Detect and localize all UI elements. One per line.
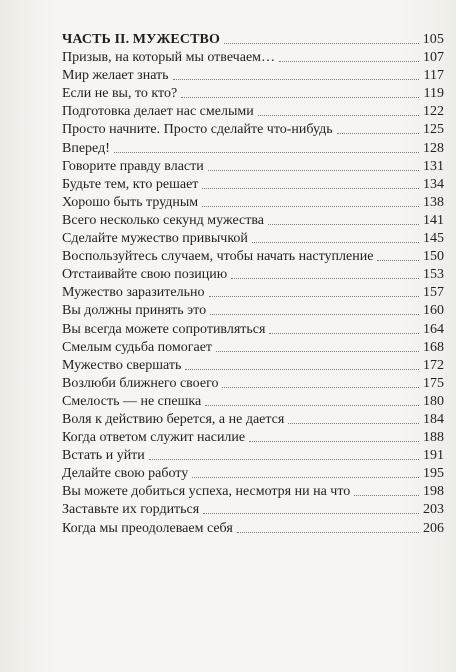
toc-entry bbox=[62, 247, 444, 265]
toc-entry-title: Вы всегда можете сопротивляться bbox=[62, 321, 266, 337]
dot-leader bbox=[208, 170, 419, 171]
toc-entry-page-number: 180 bbox=[423, 393, 444, 409]
dot-leader bbox=[181, 97, 419, 98]
toc-entry-title: Говорите правду власти bbox=[62, 158, 204, 174]
toc-entry-page-number: 203 bbox=[423, 502, 444, 518]
toc-entry-page-number: 138 bbox=[423, 194, 444, 210]
toc-entry-page-number: 164 bbox=[423, 321, 444, 337]
toc-entry bbox=[62, 392, 444, 410]
dot-leader bbox=[216, 351, 419, 352]
toc-entry-title: Встать и уйти bbox=[62, 448, 145, 464]
dot-leader bbox=[149, 459, 419, 460]
toc-entry-title: Когда ответом служит насилие bbox=[62, 430, 246, 446]
dot-leader bbox=[222, 387, 419, 388]
toc-entry bbox=[62, 301, 444, 319]
toc-entry-title: Вы должны принять это bbox=[62, 303, 207, 319]
toc-entry-title: Мир желает знать bbox=[62, 68, 169, 84]
toc-entry bbox=[62, 157, 444, 175]
toc-entry-page-number: 175 bbox=[423, 375, 444, 391]
toc-entry bbox=[62, 138, 444, 156]
toc-entry-page-number: 150 bbox=[423, 249, 444, 265]
toc-entry bbox=[62, 66, 444, 84]
toc-entry-page-number: 184 bbox=[423, 411, 444, 427]
dot-leader bbox=[279, 61, 419, 62]
toc-entry-title: Смелым судьба помогает bbox=[62, 339, 213, 355]
dot-leader bbox=[231, 278, 419, 279]
toc-entry bbox=[62, 374, 444, 392]
toc-entry-page-number: 125 bbox=[423, 122, 444, 138]
toc-entry bbox=[62, 193, 444, 211]
dot-leader bbox=[192, 477, 419, 478]
toc-entry-page-number: 160 bbox=[423, 303, 444, 319]
toc-entry bbox=[62, 265, 444, 283]
toc-entry-title: Смелость — не спешка bbox=[62, 393, 202, 409]
toc-entry-title: Мужество заразительно bbox=[62, 285, 205, 301]
toc-entry bbox=[62, 356, 444, 374]
toc-entry-title: Хорошо быть трудным bbox=[62, 194, 199, 210]
dot-leader bbox=[258, 115, 419, 116]
dot-leader bbox=[337, 133, 419, 134]
toc-entry-title: Призыв, на который мы отвечаем… bbox=[62, 50, 276, 66]
toc-entry bbox=[62, 283, 444, 301]
dot-leader bbox=[202, 188, 419, 189]
toc-entry-title: Воля к действию берется, а не дается bbox=[62, 411, 285, 427]
toc-entry bbox=[62, 338, 444, 356]
toc-entry bbox=[62, 48, 444, 66]
dot-leader bbox=[268, 224, 419, 225]
dot-leader bbox=[173, 79, 419, 80]
toc-entry bbox=[62, 428, 444, 446]
toc-entry-page-number: 195 bbox=[423, 466, 444, 482]
toc-entry bbox=[62, 120, 444, 138]
toc-entry-title: Подготовка делает нас смелыми bbox=[62, 104, 254, 120]
dot-leader bbox=[252, 242, 419, 243]
toc-entry-title: Когда мы преодолеваем себя bbox=[62, 520, 233, 536]
toc-entry bbox=[62, 102, 444, 120]
toc-entry-page-number: 153 bbox=[423, 267, 444, 283]
dot-leader bbox=[203, 513, 419, 514]
toc-entry-page-number: 206 bbox=[423, 520, 444, 536]
dot-leader bbox=[209, 296, 420, 297]
dot-leader bbox=[269, 333, 419, 334]
toc-entry bbox=[62, 211, 444, 229]
toc-entry bbox=[62, 482, 444, 500]
toc-entry-title: Воспользуйтесь случаем, чтобы начать наступление bbox=[62, 249, 374, 265]
dot-leader bbox=[224, 43, 419, 44]
toc-entry-page-number: 191 bbox=[423, 448, 444, 464]
toc-entry-title: Всего несколько секунд мужества bbox=[62, 212, 264, 228]
toc-entry-page-number: 157 bbox=[423, 285, 444, 301]
toc-entry-page-number: 198 bbox=[423, 484, 444, 500]
toc-entry bbox=[62, 500, 444, 518]
toc-entry bbox=[62, 229, 444, 247]
toc-entry-title: Возлюби ближнего своего bbox=[62, 375, 219, 391]
toc-entry bbox=[62, 410, 444, 428]
dot-leader bbox=[114, 152, 419, 153]
dot-leader bbox=[237, 532, 419, 533]
toc-entry-page-number: 122 bbox=[423, 104, 444, 120]
toc-entry-page-number: 107 bbox=[423, 50, 444, 66]
toc-entry-page-number: 128 bbox=[423, 140, 444, 156]
toc-entry bbox=[62, 446, 444, 464]
toc-entries bbox=[62, 48, 444, 537]
dot-leader bbox=[205, 405, 419, 406]
toc-entry-title: Просто начните. Просто сделайте что-нибудь bbox=[62, 122, 333, 138]
dot-leader bbox=[185, 369, 419, 370]
dot-leader bbox=[202, 206, 419, 207]
toc-entry bbox=[62, 319, 444, 337]
toc-entry-page-number: 131 bbox=[423, 158, 444, 174]
toc-entry-title: Вперед! bbox=[62, 140, 110, 156]
toc-entry-page-number: 168 bbox=[423, 339, 444, 355]
toc-entry bbox=[62, 175, 444, 193]
section-title: ЧАСТЬ II. МУЖЕСТВО bbox=[62, 32, 220, 47]
toc-entry-title: Сделайте мужество привычкой bbox=[62, 231, 248, 247]
toc-entry-title: Если не вы, то кто? bbox=[62, 86, 178, 102]
toc-entry-title: Мужество свершать bbox=[62, 357, 182, 373]
toc-entry-title: Будьте тем, кто решает bbox=[62, 176, 199, 192]
toc-entry bbox=[62, 84, 444, 102]
toc-entry-page-number: 188 bbox=[423, 430, 444, 446]
dot-leader bbox=[354, 495, 419, 496]
toc-entry bbox=[62, 518, 444, 536]
table-of-contents bbox=[62, 30, 444, 537]
toc-entry-title: Отстаивайте свою позицию bbox=[62, 267, 228, 283]
dot-leader bbox=[210, 314, 419, 315]
toc-entry-title: Заставьте их гордиться bbox=[62, 502, 200, 518]
toc-section-heading bbox=[62, 30, 444, 48]
dot-leader bbox=[288, 423, 419, 424]
dot-leader bbox=[249, 441, 419, 442]
toc-entry-page-number: 172 bbox=[423, 357, 444, 373]
toc-entry bbox=[62, 464, 444, 482]
toc-entry-title: Делайте свою работу bbox=[62, 466, 189, 482]
toc-entry-page-number: 134 bbox=[423, 176, 444, 192]
toc-entry-page-number: 141 bbox=[423, 212, 444, 228]
section-page-number: 105 bbox=[422, 32, 444, 47]
dot-leader bbox=[377, 260, 419, 261]
toc-entry-page-number: 119 bbox=[423, 86, 444, 102]
toc-entry-title: Вы можете добиться успеха, несмотря ни на что bbox=[62, 484, 351, 500]
toc-entry-page-number: 145 bbox=[423, 231, 444, 247]
toc-entry-page-number: 117 bbox=[423, 68, 444, 84]
